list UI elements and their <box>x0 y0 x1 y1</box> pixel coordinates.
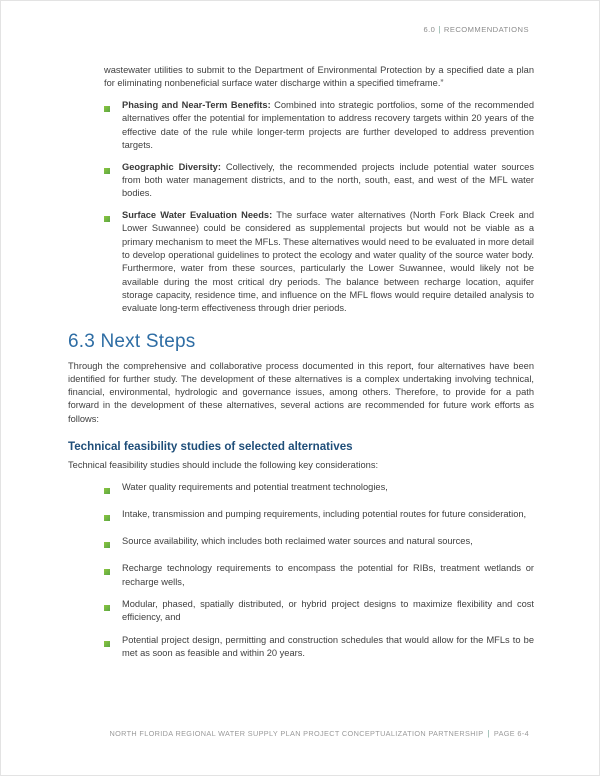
page-header <box>423 25 529 34</box>
list-item <box>104 634 534 661</box>
section-heading: 6.3 Next Steps <box>68 330 196 352</box>
bullet-square-icon <box>104 641 110 647</box>
intro-block <box>104 64 534 316</box>
bullet-label: Phasing and Near-Term Benefits: <box>122 100 271 111</box>
list-item <box>104 562 534 589</box>
bullet-text: Collectively, the recommended projects include potential water sources from both water management districts, and to the north, south, east, and west of the MFL water bodies. <box>122 161 534 199</box>
list-item <box>104 99 534 152</box>
intro-paragraph: wastewater utilities to submit to the Department of Environmental Protection by a specified date a plan for eliminating nonbeneficial surface water discharge within a specified timeframe.” <box>104 65 534 89</box>
page-footer <box>109 729 529 738</box>
subsection-heading: Technical feasibility studies of selected alternatives <box>68 440 353 454</box>
feasibility-bullet: Water quality requirements and potential treatment technologies, <box>122 482 388 493</box>
recommendation-bullet <box>122 161 534 201</box>
list-item <box>104 161 534 201</box>
bullet-label: Surface Water Evaluation Needs: <box>122 210 273 221</box>
feasibility-bullet: Modular, phased, spatially distributed, or hybrid project designs to maximize flexibility and cost efficiency, and <box>122 598 534 623</box>
list-item <box>104 209 534 315</box>
header-section-title: RECOMMENDATIONS <box>443 25 529 34</box>
footer-page-label: PAGE 6-4 <box>493 729 529 738</box>
bullet-square-icon <box>104 168 110 174</box>
list-item <box>104 598 534 625</box>
recommendation-bullet <box>122 209 534 315</box>
bullet-square-icon <box>104 488 110 494</box>
bullet-square-icon <box>104 216 110 222</box>
bullet-square-icon <box>104 569 110 575</box>
list-item <box>104 481 534 499</box>
list-item <box>104 508 534 526</box>
bullet-square-icon <box>104 515 110 521</box>
bullet-square-icon <box>104 605 110 611</box>
list-item <box>104 535 534 553</box>
subsection-intro: Technical feasibility studies should include the following key considerations: <box>68 460 379 471</box>
section-paragraph: Through the comprehensive and collaborative process documented in this report, four alternatives have been identified for further study. The development of these alternatives is a complex undertaking involving technical, financial, environmental, hydrologic and governance issues, among others. Therefore, to provide for a path forward in the development of these alternatives, several actions are recommended for future work efforts as follows: <box>68 360 534 424</box>
feasibility-bullet: Intake, transmission and pumping requirements, including potential routes for future consideration, <box>122 509 527 520</box>
feasibility-bullet: Recharge technology requirements to encompass the potential for RIBs, treatment wetlands or recharge wells, <box>122 563 534 587</box>
bullet-text: Combined into strategic portfolios, some of the recommended alternatives offer the potential for implementation to address recovery targets within 20 years of the effective date of the rule while longer-term projects are further developed to address prevention targets. <box>122 100 535 150</box>
feasibility-bullet: Source availability, which includes both reclaimed water sources and natural sources, <box>122 536 473 547</box>
footer-separator: | <box>487 729 490 738</box>
bullet-square-icon <box>104 106 110 112</box>
page-content <box>68 64 534 660</box>
feasibility-bullet: Potential project design, permitting and construction schedules that would allow for the MFLs to be met as soon as feasible and within 20 years. <box>122 634 534 658</box>
footer-text: NORTH FLORIDA REGIONAL WATER SUPPLY PLAN PROJECT CONCEPTUALIZATION PARTNERSHIP <box>109 729 484 738</box>
feasibility-list <box>104 481 534 660</box>
bullet-square-icon <box>104 542 110 548</box>
bullet-text: The surface water alternatives (North Fork Black Creek and Lower Suwannee) could be considered as supplemental projects but would not be viable as a primary mechanism to meet the MFLs. These alternatives would need to be evaluated in more detail to develop operational guidelines to protect the ecology and water quality of the source water body. Furthermore, water from these sources, particularly the Lower Suwannee, would likely not be available during the most critical dry periods. The balance between recharge location, aquifer storage capacity, residence time, and influence on the MFL flows would require detailed analysis to evaluate long-term effectiveness through drier periods. <box>122 210 534 314</box>
bullet-label: Geographic Diversity: <box>122 161 221 172</box>
header-separator: | <box>438 25 441 34</box>
header-section-number: 6.0 <box>423 25 436 34</box>
recommendation-bullet <box>122 99 534 152</box>
